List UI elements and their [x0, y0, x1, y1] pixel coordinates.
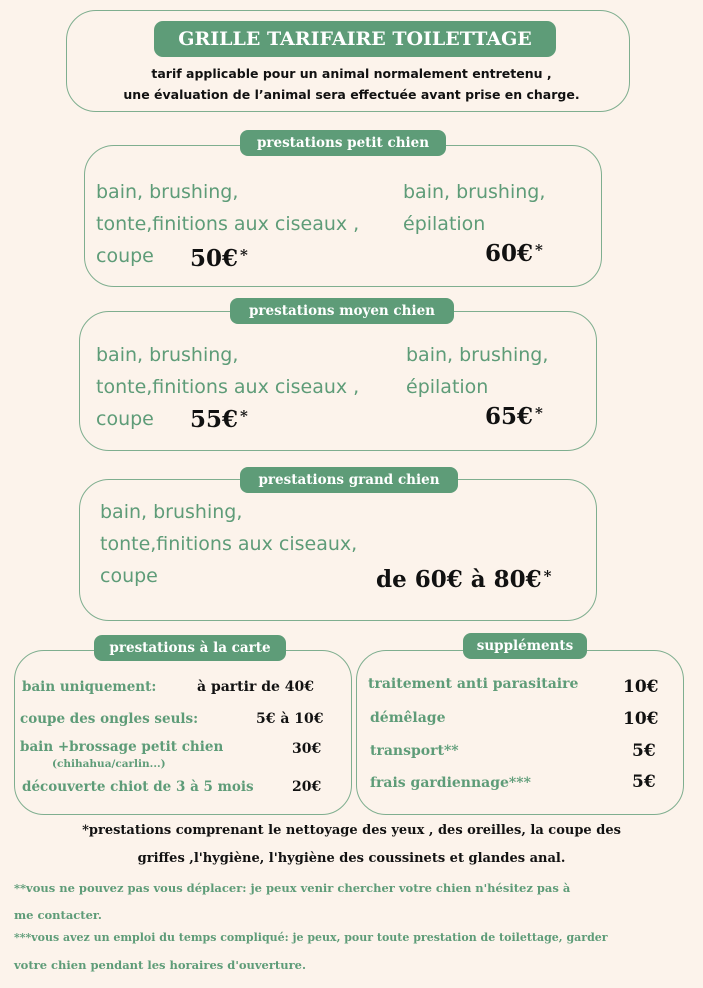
- large-dog-price: [376, 566, 552, 593]
- small-dog-left-line-2: tonte,finitions aux ciseaux ,: [96, 213, 360, 235]
- medium-dog-left-line-1: bain, brushing,: [96, 344, 239, 366]
- medium-dog-left-price: [190, 406, 248, 433]
- medium-dog-label: prestations moyen chien: [230, 298, 454, 324]
- footnote-transport-line-2: me contacter.: [14, 908, 102, 922]
- a-la-carte-item-name: bain uniquement:: [22, 679, 157, 695]
- supplement-price: 10€: [623, 677, 659, 697]
- asterisk: *: [240, 407, 248, 425]
- a-la-carte-label: prestations à la carte: [94, 635, 286, 661]
- large-dog-label: prestations grand chien: [240, 467, 458, 493]
- asterisk: *: [535, 241, 543, 259]
- small-dog-left-line-3: coupe: [96, 245, 154, 267]
- supplement-price: 5€: [632, 772, 656, 792]
- a-la-carte-item-price: 30€: [292, 741, 322, 757]
- asterisk: *: [240, 246, 248, 264]
- large-dog-line-3: coupe: [100, 565, 158, 587]
- small-dog-left-line-1: bain, brushing,: [96, 181, 239, 203]
- large-dog-line-2: tonte,finitions aux ciseaux,: [100, 533, 358, 555]
- supplement-price: 5€: [632, 741, 656, 761]
- price-value: 65€: [485, 403, 534, 430]
- asterisk: *: [535, 404, 543, 422]
- medium-dog-right-line-2: épilation: [406, 376, 489, 398]
- footnote-boarding-line-1: ***vous avez un emploi du temps compliqué: je peux, pour toute prestation de toilettage, garder: [14, 931, 608, 944]
- price-value: 50€: [190, 245, 239, 272]
- price-value: 60€: [485, 240, 534, 267]
- medium-dog-left-line-2: tonte,finitions aux ciseaux ,: [96, 376, 360, 398]
- small-dog-right-line-1: bain, brushing,: [403, 181, 546, 203]
- price-value: 55€: [190, 406, 239, 433]
- footnote-main-line-1: *prestations comprenant le nettoyage des yeux , des oreilles, la coupe des: [82, 823, 621, 838]
- supplement-price: 10€: [623, 709, 659, 729]
- medium-dog-left-line-3: coupe: [96, 408, 154, 430]
- a-la-carte-item-name: bain +brossage petit chien: [20, 739, 224, 755]
- price-value: de 60€ à 80€: [376, 566, 542, 593]
- header-line-1: tarif applicable pour un animal normalement entretenu ,: [151, 66, 552, 81]
- a-la-carte-item-name: coupe des ongles seuls:: [20, 711, 199, 727]
- large-dog-line-1: bain, brushing,: [100, 501, 243, 523]
- footnote-boarding-line-2: votre chien pendant les horaires d'ouverture.: [14, 958, 306, 972]
- a-la-carte-item-price: 20€: [292, 779, 322, 795]
- footnote-transport-line-1: **vous ne pouvez pas vous déplacer: je peux venir chercher votre chien n'hésitez pas à: [14, 881, 571, 895]
- footnote-main-line-2: griffes ,l'hygiène, l'hygiène des coussinets et glandes anal.: [137, 851, 566, 866]
- a-la-carte-item-price: à partir de 40€: [197, 679, 315, 695]
- small-dog-label: prestations petit chien: [240, 130, 446, 156]
- supplement-name: traitement anti parasitaire: [368, 676, 579, 692]
- medium-dog-right-price: [485, 403, 543, 430]
- medium-dog-right-line-1: bain, brushing,: [406, 344, 549, 366]
- page-title: GRILLE TARIFAIRE TOILETTAGE: [154, 21, 556, 57]
- a-la-carte-item-name: découverte chiot de 3 à 5 mois: [22, 779, 254, 795]
- header-line-2: une évaluation de l’animal sera effectuée avant prise en charge.: [123, 87, 580, 102]
- a-la-carte-item-price: 5€ à 10€: [256, 711, 324, 727]
- small-dog-right-price: [485, 240, 543, 267]
- a-la-carte-item-sub: (chihahua/carlin...): [52, 758, 166, 770]
- small-dog-left-price: [190, 245, 248, 272]
- supplement-name: démêlage: [370, 710, 446, 726]
- asterisk: *: [543, 567, 552, 585]
- small-dog-right-line-2: épilation: [403, 213, 486, 235]
- supplements-label: suppléments: [463, 633, 587, 659]
- supplement-name: transport**: [370, 743, 459, 759]
- supplement-name: frais gardiennage***: [370, 775, 531, 791]
